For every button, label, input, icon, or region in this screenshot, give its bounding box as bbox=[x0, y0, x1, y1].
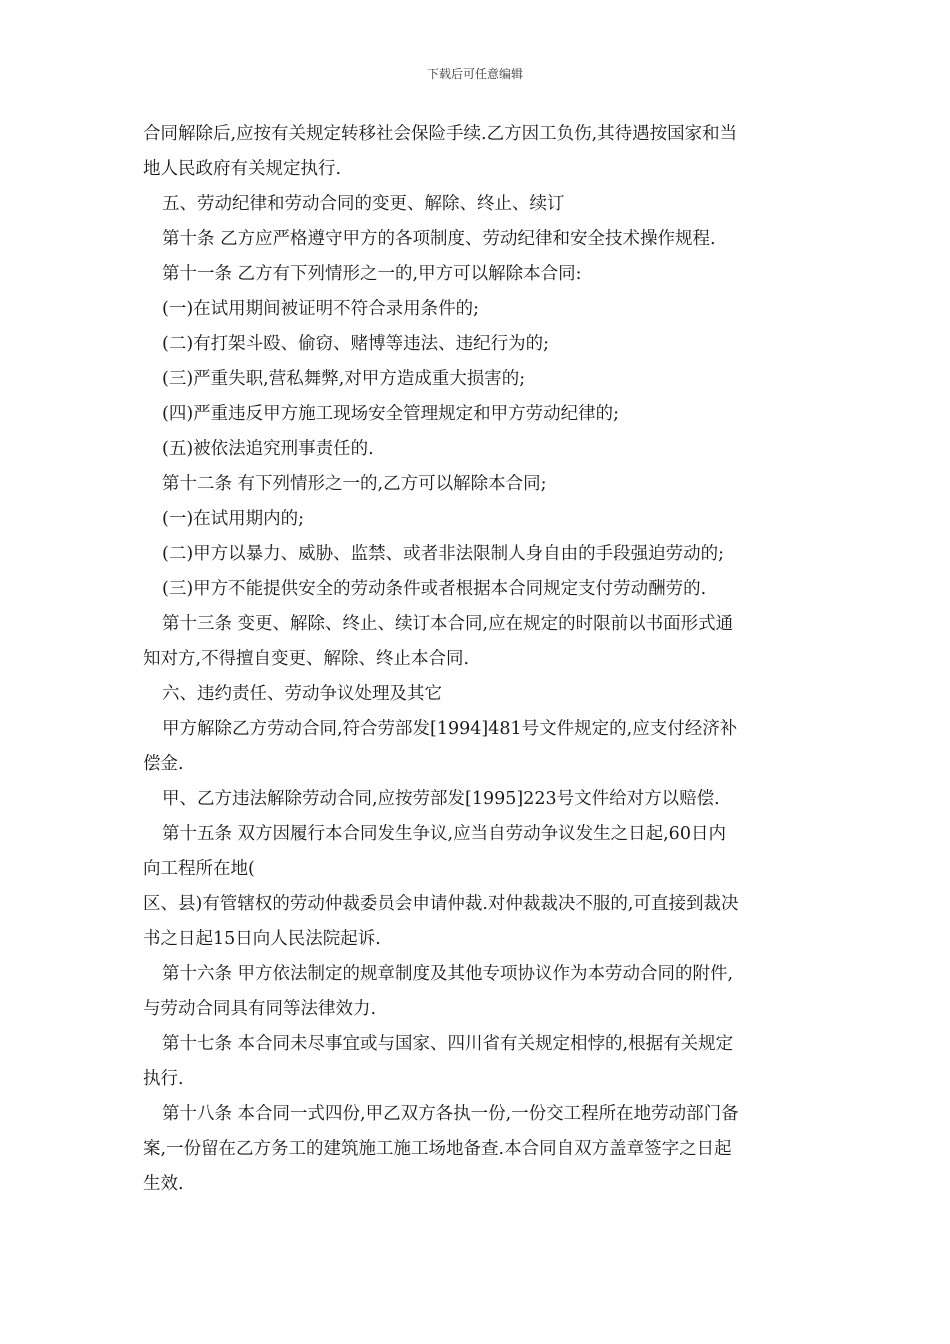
paragraph-line-indented: 第十八条 本合同一式四份,甲乙双方各执一份,一份交工程所在地劳动部门备 bbox=[162, 1104, 739, 1124]
paragraph-line: 合同解除后,应按有关规定转移社会保险手续.乙方因工负伤,其待遇按国家和当 bbox=[143, 124, 738, 144]
paragraph-line-indented: (二)有打架斗殴、偷窃、赌博等违法、违纪行为的; bbox=[162, 334, 550, 354]
paragraph-line-indented: (二)甲方以暴力、威胁、监禁、或者非法限制人身自由的手段强迫劳动的; bbox=[162, 544, 725, 564]
paragraph-line: 地人民政府有关规定执行. bbox=[143, 159, 342, 179]
paragraph-line-indented: (一)在试用期间被证明不符合录用条件的; bbox=[162, 299, 480, 319]
paragraph-line: 知对方,不得擅自变更、解除、终止本合同. bbox=[143, 649, 470, 669]
paragraph-line-indented: 五、劳动纪律和劳动合同的变更、解除、终止、续订 bbox=[162, 194, 565, 214]
paragraph-line-indented: 第十条 乙方应严格遵守甲方的各项制度、劳动纪律和安全技术操作规程. bbox=[162, 229, 716, 249]
paragraph-line: 向工程所在地( bbox=[143, 859, 255, 879]
document-body bbox=[143, 117, 813, 1202]
paragraph-line-indented: 甲方解除乙方劳动合同,符合劳部发[1994]481号文件规定的,应支付经济补 bbox=[162, 719, 738, 739]
paragraph-line: 书之日起15日向人民法院起诉. bbox=[143, 929, 381, 949]
paragraph-line-indented: 第十一条 乙方有下列情形之一的,甲方可以解除本合同: bbox=[162, 264, 582, 284]
paragraph-line: 区、县)有管辖权的劳动仲裁委员会申请仲裁.对仲裁裁决不服的,可直接到裁决 bbox=[143, 894, 739, 914]
paragraph-line-indented: (三)甲方不能提供安全的劳动条件或者根据本合同规定支付劳动酬劳的. bbox=[162, 579, 707, 599]
paragraph-line-indented: (三)严重失职,营私舞弊,对甲方造成重大损害的; bbox=[162, 369, 526, 389]
paragraph-line: 偿金. bbox=[143, 754, 184, 774]
paragraph-line-indented: (五)被依法追究刑事责任的. bbox=[162, 439, 374, 459]
page-header-note: 下载后可任意编辑 bbox=[426, 67, 523, 81]
paragraph-line-indented: 第十七条 本合同未尽事宜或与国家、四川省有关规定相悖的,根据有关规定 bbox=[162, 1034, 734, 1054]
paragraph-line: 与劳动合同具有同等法律效力. bbox=[143, 999, 377, 1019]
paragraph-line: 执行. bbox=[143, 1069, 184, 1089]
paragraph-line-indented: 第十三条 变更、解除、终止、续订本合同,应在规定的时限前以书面形式通 bbox=[162, 614, 734, 634]
paragraph-line-indented: (一)在试用期内的; bbox=[162, 509, 305, 529]
paragraph-line-indented: 第十六条 甲方依法制定的规章制度及其他专项协议作为本劳动合同的附件, bbox=[162, 964, 734, 984]
paragraph-line-indented: 甲、乙方违法解除劳动合同,应按劳部发[1995]223号文件给对方以赔偿. bbox=[162, 789, 720, 809]
paragraph-line-indented: 第十二条 有下列情形之一的,乙方可以解除本合同; bbox=[162, 474, 547, 494]
paragraph-line-indented: 第十五条 双方因履行本合同发生争议,应当自劳动争议发生之日起,60日内 bbox=[162, 824, 726, 844]
paragraph-line: 案,一份留在乙方务工的建筑施工施工场地备查.本合同自双方盖章签字之日起 bbox=[143, 1139, 732, 1159]
paragraph-line: 生效. bbox=[143, 1174, 184, 1194]
paragraph-line-indented: (四)严重违反甲方施工现场安全管理规定和甲方劳动纪律的; bbox=[162, 404, 620, 424]
paragraph-line-indented: 六、违约责任、劳动争议处理及其它 bbox=[162, 684, 442, 704]
